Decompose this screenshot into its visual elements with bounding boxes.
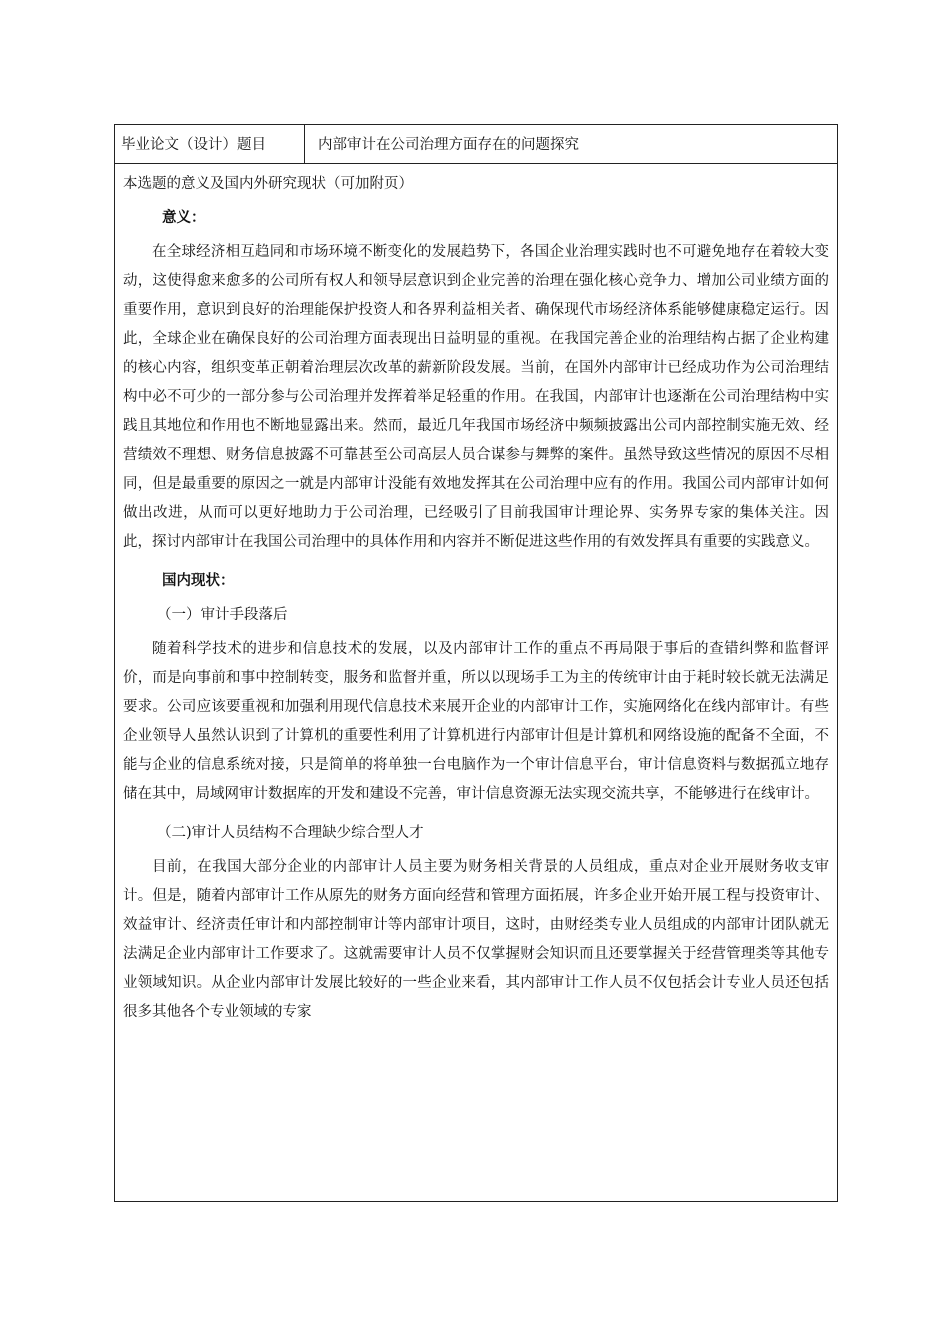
- form-table: [114, 124, 838, 1202]
- paragraph-audit-staff: 目前，在我国大部分企业的内部审计人员主要为财务相关背景的人员组成，重点对企业开展财务收支审计。但是，随着内部审计工作从原先的财务方面向经营和管理方面拓展，许多企业开始开展工程与投资审计、效益审计、经济责任审计和内部控制审计等内部审计项目，这时，由财经类专业人员组成的内部审计团队就无法满足企业内部审计工作要求了。这就需要审计人员不仅掌握财会知识而且还要掌握关于经营管理类等其他专业领域知识。从企业内部审计发展比较好的一些企业来看，其内部审计工作人员不仅包括会计专业人员还包括很多其他各个专业领域的专家: [123, 859, 829, 1020]
- title-row: [115, 125, 837, 164]
- section-label: 本选题的意义及国内外研究现状（可加附页）: [123, 176, 413, 192]
- subheading-audit-methods: （一）审计手段落后: [157, 607, 288, 623]
- subheading-audit-staff: （二)审计人员结构不合理缺少综合型人才: [157, 825, 424, 841]
- paragraph-audit-methods: 随着科学技术的进步和信息技术的发展，以及内部审计工作的重点不再局限于事后的查错纠弊和监督评价，而是向事前和事中控制转变，服务和监督并重，所以以现场手工为主的传统审计由于耗时较长就无法满足要求。公司应该要重视和加强利用现代信息技术来展开企业的内部审计工作，实施网络化在线内部审计。有些企业领导人虽然认识到了计算机的重要性利用了计算机进行内部审计但是计算机和网络设施的配备不全面，不能与企业的信息系统对接，只是简单的将单独一台电脑作为一个审计信息平台，审计信息资料与数据孤立地存储在其中，局域网审计数据库的开发和建设不完善，审计信息资源无法实现交流共享，不能够进行在线审计。: [123, 641, 829, 802]
- heading-significance: 意义：: [162, 209, 206, 226]
- paragraph-significance: 在全球经济相互趋同和市场环境不断变化的发展趋势下，各国企业治理实践时也不可避免地存在着较大变动，这使得愈来愈多的公司所有权人和领导层意识到企业完善的治理在强化核心竞争力、增加公司业绩方面的重要作用，意识到良好的治理能保护投资人和各界利益相关者、确保现代市场经济体系能够健康稳定运行。因此，全球企业在确保良好的公司治理方面表现出日益明显的重视。在我国完善企业的治理结构占据了企业构建的核心内容，组织变革正朝着治理层次改革的薪新阶段发展。当前，在国外内部审计已经成功作为公司治理结构中必不可少的一部分参与公司治理并发挥着举足轻重的作用。在我国，内部审计也逐渐在公司治理结构中实践且其地位和作用也不断地显露出来。然而，最近几年我国市场经济中频频披露出公司内部控制实施无效、经营绩效不理想、财务信息披露不可靠甚至公司高层人员合谋参与舞弊的案件。虽然导致这些情况的原因不尽相同，但是最重要的原因之一就是内部审计没能有效地发挥其在公司治理中应有的作用。我国公司内部审计如何做出改进，从而可以更好地助力于公司治理，已经吸引了目前我国审计理论界、实务界专家的集体关注。因此，探讨内部审计在我国公司治理中的具体作用和内容并不断促进这些作用的有效发挥具有重要的实践意义。: [123, 244, 829, 550]
- significance-section: [115, 164, 837, 1027]
- thesis-title-label: 毕业论文（设计）题目: [115, 125, 305, 163]
- heading-domestic-status: 国内现状：: [162, 572, 235, 589]
- thesis-title-value: 内部审计在公司治理方面存在的问题探究: [318, 137, 579, 153]
